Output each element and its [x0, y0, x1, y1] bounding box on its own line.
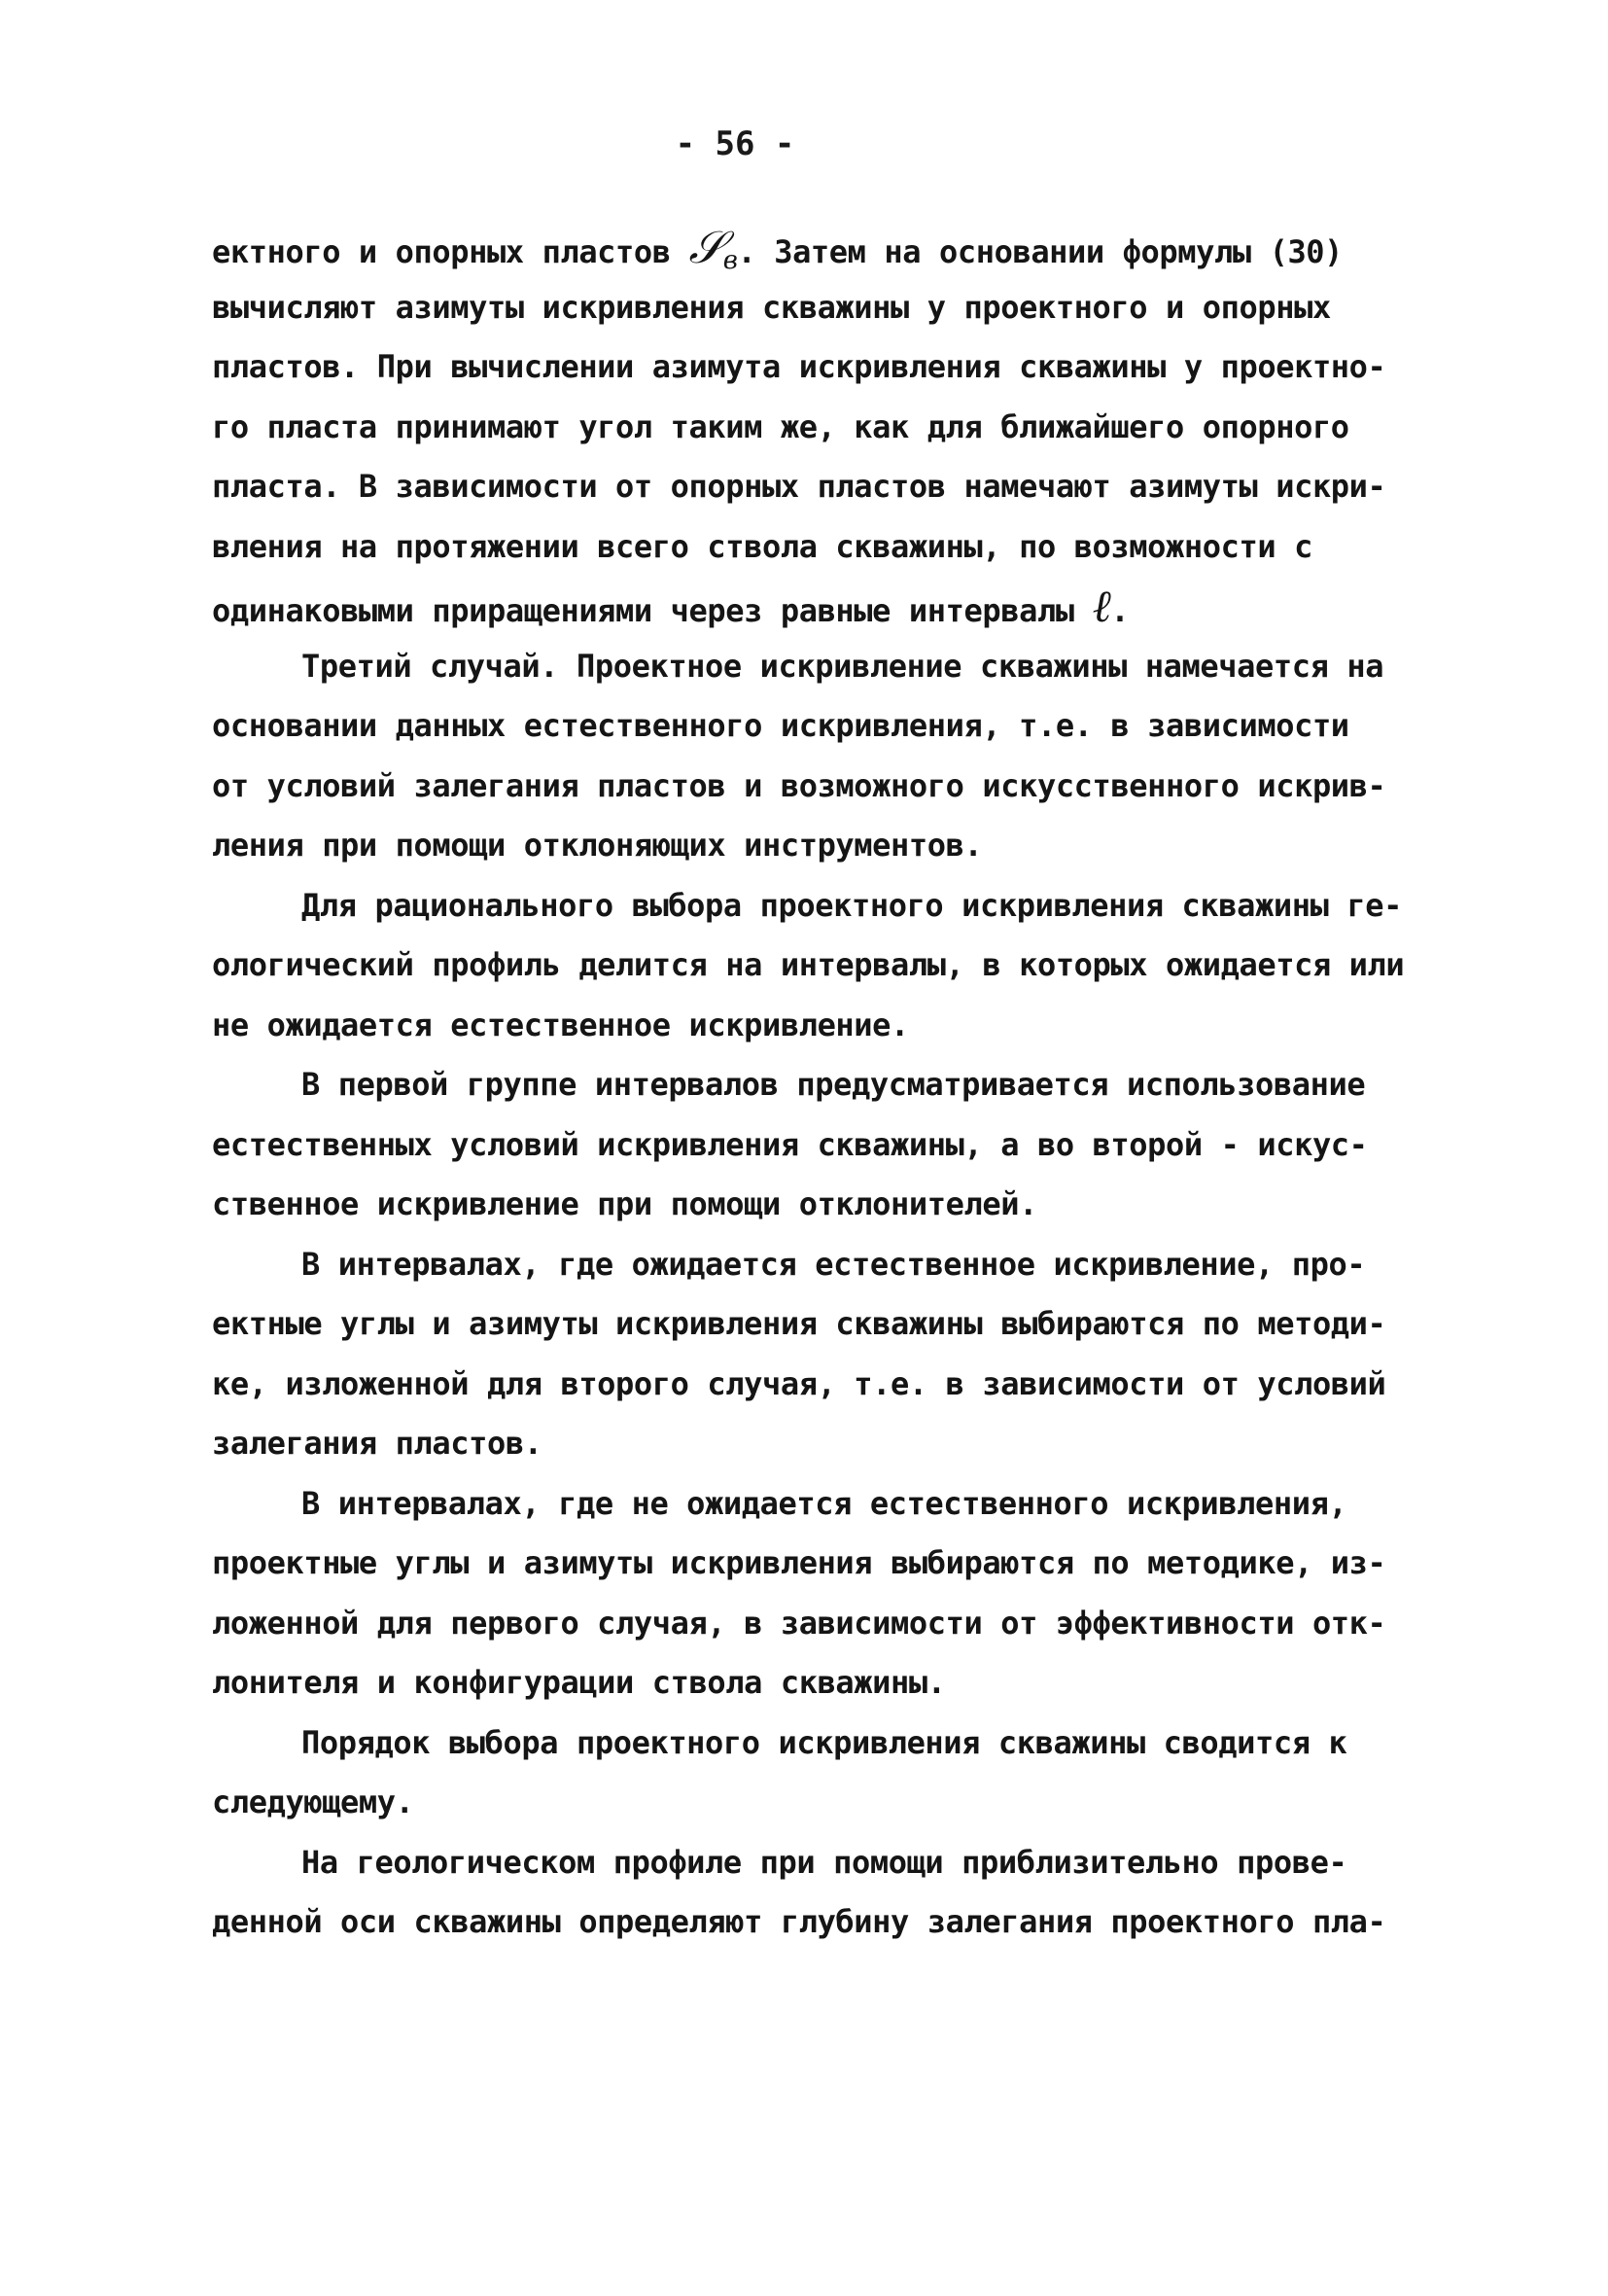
- text-line: следующему.: [212, 1784, 414, 1820]
- text-segment: одинаковыми приращениями через равные интервалы: [212, 592, 1093, 629]
- text-line: ственное искривление при помощи отклонителей.: [212, 1185, 1037, 1222]
- text-segment: . Затем на основании формулы (30): [737, 233, 1344, 270]
- text-line: ектные углы и азимуты искривления скважины выбираются по методи-: [212, 1305, 1386, 1342]
- text-line: ологический профиль делится на интервалы, в которых ожидается или: [212, 946, 1405, 983]
- text-segment: .: [1110, 592, 1130, 629]
- text-line: от условий залегания пластов и возможного искусственного искрив-: [212, 766, 1386, 804]
- paragraph-first-line: Порядок выбора проектного искривления скважины сводится к: [301, 1723, 1347, 1761]
- paragraph-first-line: В интервалах, где ожидается естественное искривление, про-: [301, 1245, 1366, 1283]
- text-line: вычисляют азимуты искривления скважины у проектного и опорных: [212, 288, 1331, 326]
- text-line: залегания пластов.: [212, 1425, 542, 1462]
- text-segment: ектного и опорных пластов: [212, 233, 689, 270]
- text-line: основании данных естественного искривления, т.е. в зависимости: [212, 707, 1349, 744]
- text-line: пласта. В зависимости от опорных пластов намечают азимуты искри-: [212, 468, 1386, 505]
- formula-symbol: 𝒮: [688, 221, 723, 273]
- formula-subscript: в: [722, 246, 738, 275]
- text-line: естественных условий искривления скважины, а во второй - искус-: [212, 1125, 1368, 1163]
- page-number: - 56 -: [675, 124, 795, 163]
- text-line: пластов. При вычислении азимута искривления скважины у проектно-: [212, 348, 1386, 385]
- formula-symbol: ℓ: [1092, 580, 1111, 632]
- paragraph-first-line: Для рационального выбора проектного искривления скважины ге-: [301, 886, 1402, 924]
- paragraph-first-line: В первой группе интервалов предусматривается использование: [301, 1066, 1366, 1103]
- paragraph-first-line: На геологическом профиле при помощи приблизительно прове-: [301, 1843, 1347, 1881]
- text-line: вления на протяжении всего ствола скважины, по возможности с: [212, 527, 1312, 565]
- text-line: лонителя и конфигурации ствола скважины.: [212, 1664, 946, 1701]
- text-line: не ожидается естественное искривление.: [212, 1006, 909, 1043]
- text-line: ложенной для первого случая, в зависимости от эффективности отк-: [212, 1604, 1386, 1642]
- text-line: денной оси скважины определяют глубину залегания проектного пла-: [212, 1903, 1386, 1940]
- text-line: [212, 218, 1417, 278]
- text-line: [212, 577, 1417, 637]
- paragraph-first-line: Третий случай. Проектное искривление скважины намечается на: [301, 647, 1384, 685]
- text-line: ления при помощи отклоняющих инструментов.: [212, 827, 983, 864]
- body-text: [212, 218, 1417, 1953]
- text-line: го пласта принимают угол таким же, как для ближайшего опорного: [212, 407, 1349, 445]
- text-line: проектные углы и азимуты искривления выбираются по методике, из-: [212, 1544, 1386, 1581]
- paragraph-first-line: В интервалах, где не ожидается естественного искривления,: [301, 1484, 1347, 1522]
- text-line: ке, изложенной для второго случая, т.е. в зависимости от условий: [212, 1364, 1386, 1402]
